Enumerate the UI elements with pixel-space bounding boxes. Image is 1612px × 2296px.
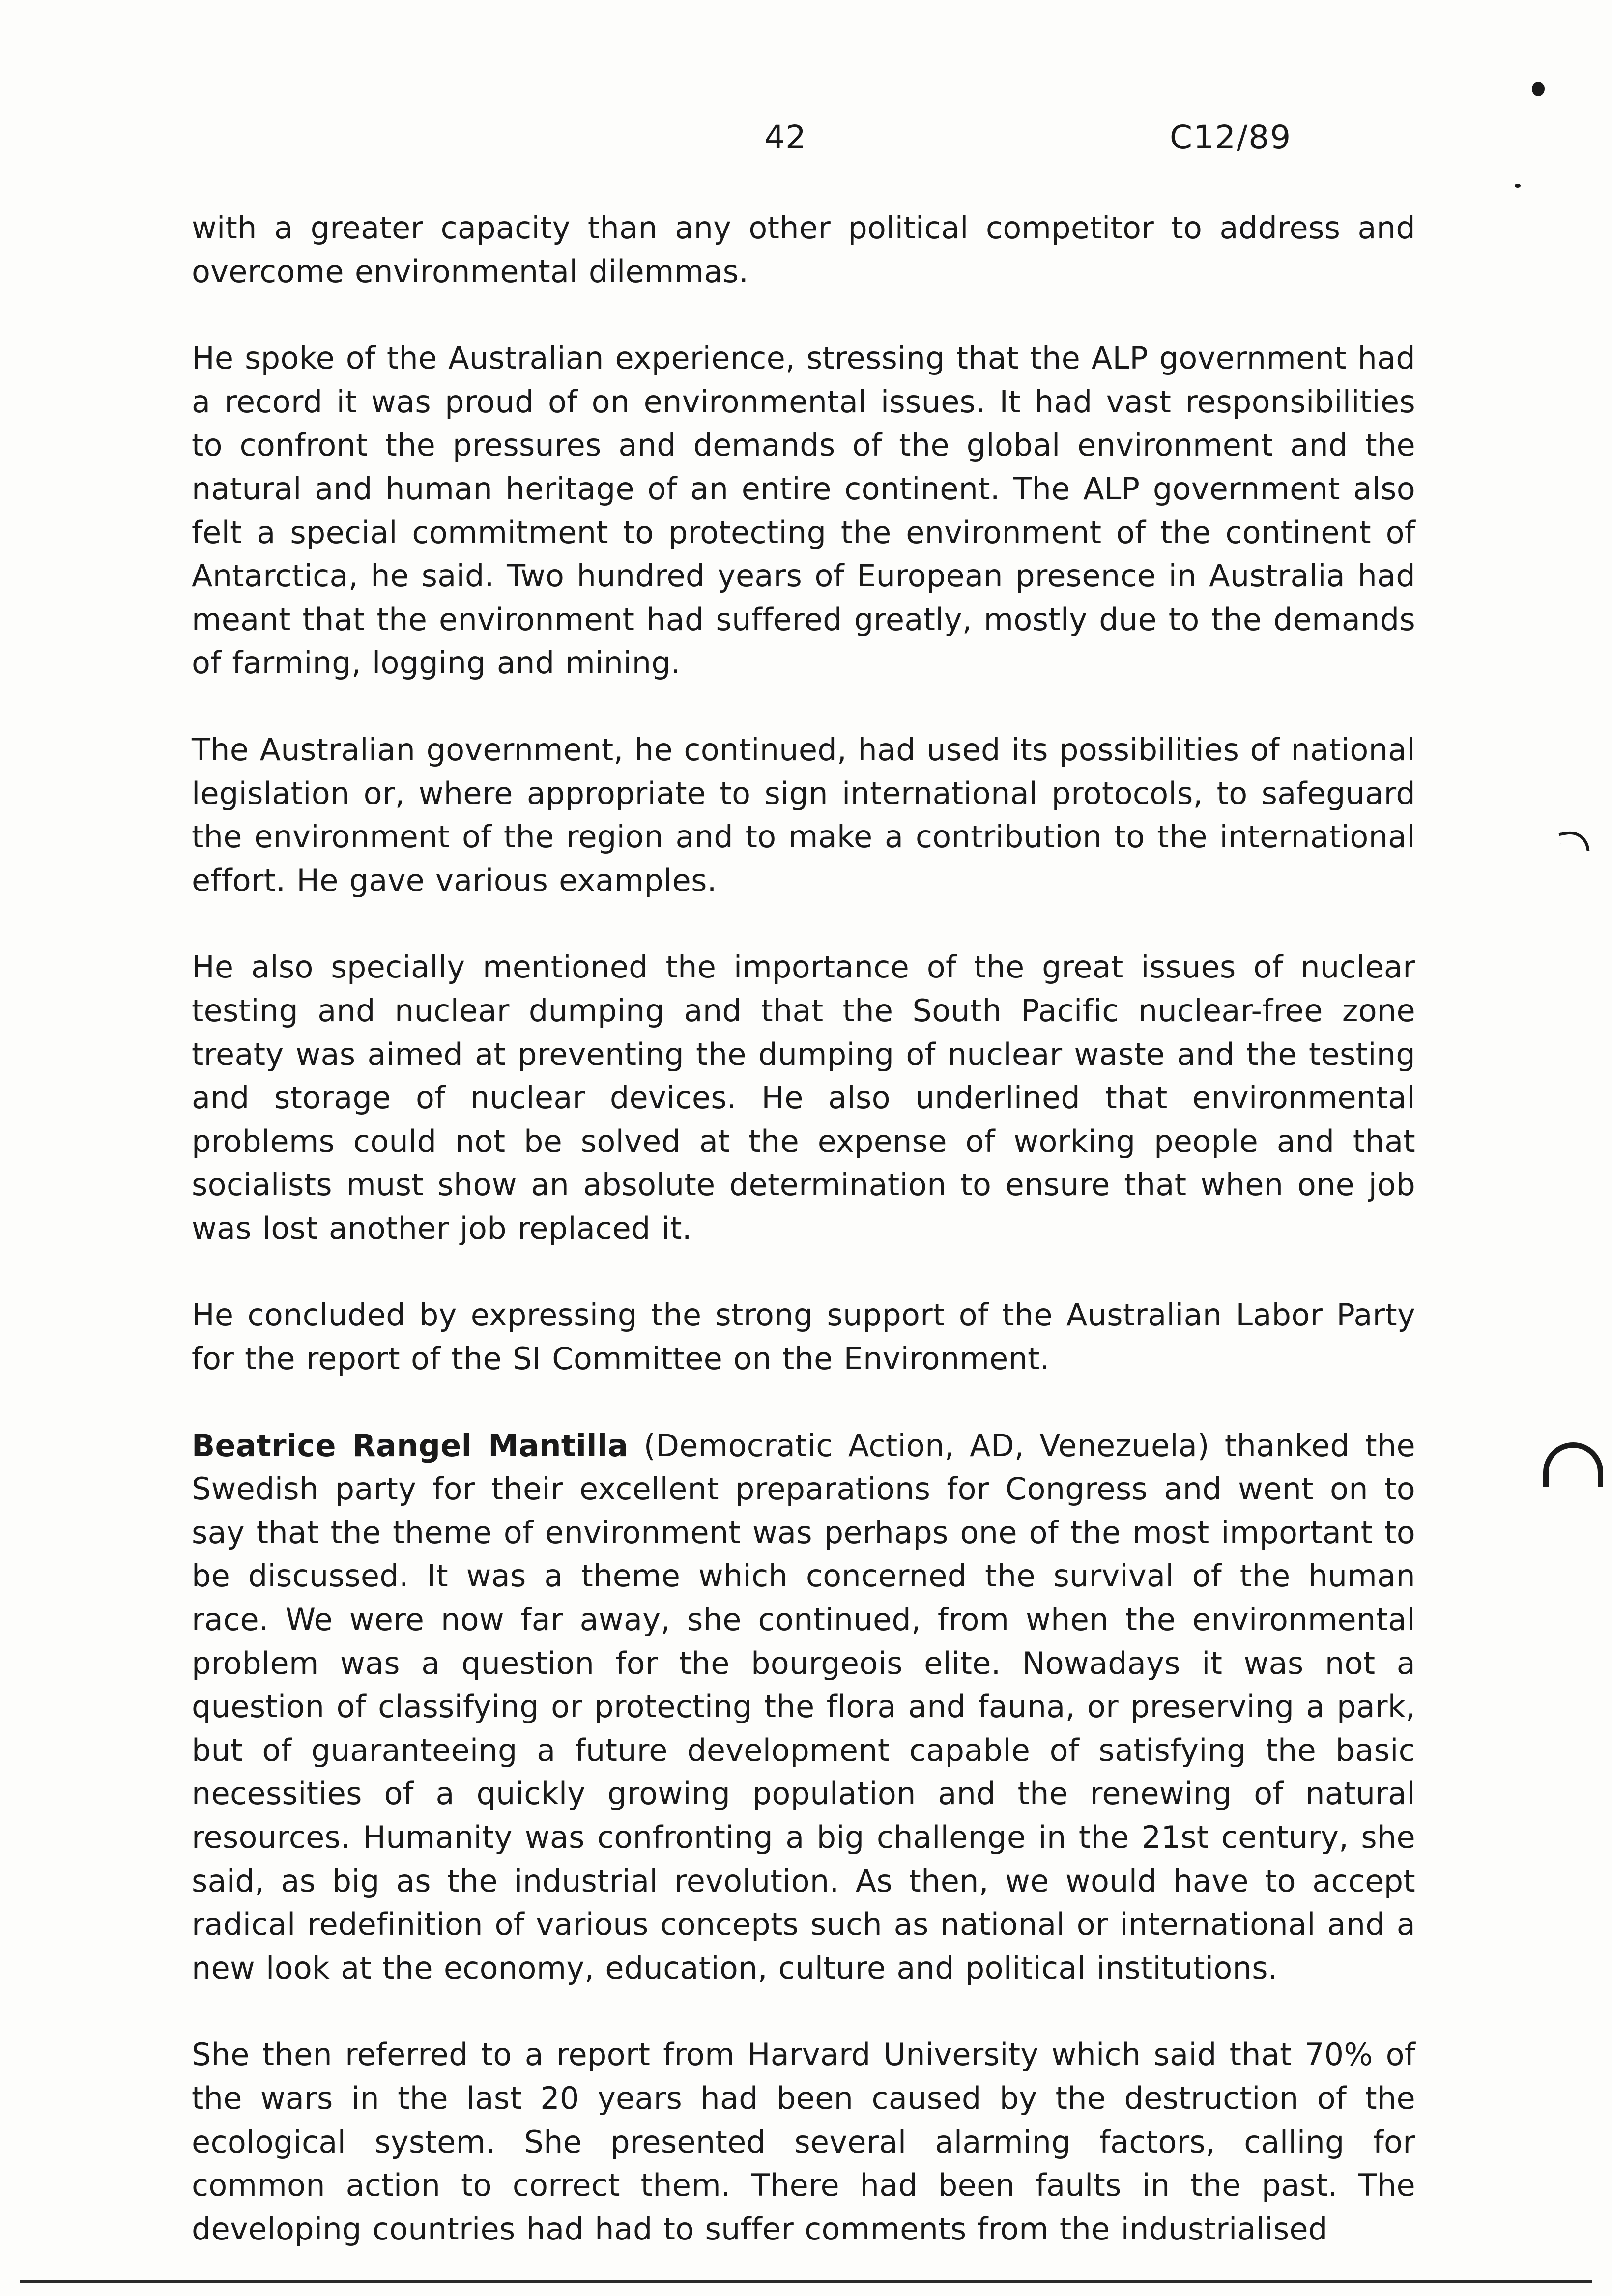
- page-number: 42: [764, 118, 806, 156]
- paragraph: He spoke of the Australian experience, stressing that the ALP government had a record it was proud of on environmental issues. It had vast responsibilities to confront the pressures and demands of the global environment and the natural and human heritage of an entire continent. The ALP government also felt a special commitment to protecting the environment of the continent of Antarctica, he said. Two hundred years of European presence in Australia had meant that the environment had suffered greatly, mostly due to the demands of farming, logging and mining.: [192, 340, 1415, 681]
- speaker-paragraph: [192, 1424, 1415, 1990]
- paragraph: He also specially mentioned the importance of the great issues of nuclear testing and nuclear dumping and that the South Pacific nuclear-free zone treaty was aimed at preventing the dumping of nuclear waste and the testing and storage of nuclear devices. He also underlined that environmental problems could not be solved at the expense of working people and that socialists must show an absolute determination to ensure that when one job was lost another job replaced it.: [192, 949, 1415, 1246]
- paragraph: The Australian government, he continued, had used its possibilities of national legislation or, where appropriate to sign international protocols, to safeguard the environment of the region and to make a contribution to the international effort. He gave various examples.: [192, 731, 1415, 898]
- page-bottom-rule: [20, 2280, 1592, 2283]
- punch-hole-mark: [1532, 82, 1545, 96]
- paragraph: She then referred to a report from Harvard University which said that 70% of the wars in the last 20 years had been caused by the destruction of the ecological system. She presented several alarming factors, calling for common action to correct them. There had been faults in the past. The developing countries had had to suffer comments from the industrialised: [192, 2037, 1415, 2247]
- scan-artifact-mark: [1543, 1442, 1603, 1487]
- document-reference: C12/89: [1170, 118, 1292, 156]
- speaker-name: Beatrice Rangel Mantilla: [192, 1427, 629, 1464]
- scan-artifact-mark: [1558, 828, 1589, 855]
- paragraph: He concluded by expressing the strong support of the Australian Labor Party for the report of the SI Committee on the Environment.: [192, 1297, 1415, 1377]
- paragraph: with a greater capacity than any other political competitor to address and overcome environmental dilemmas.: [192, 210, 1415, 289]
- speck-mark: [1515, 184, 1521, 188]
- speaker-statement: (Democratic Action, AD, Venezuela) thanked the Swedish party for their excellent preparations for Congress and went on to say that the theme of environment was perhaps one of the most important to be discussed. It was a theme which concerned the survival of the human race. We were now far away, she continued, from when the environmental problem was a question for the bourgeois elite. Nowadays it was not a question of classifying or protecting the flora and fauna, or preserving a park, but of guaranteeing a future development capable of satisfying the basic necessities of a quickly growing population and the renewing of natural resources. Humanity was confronting a big challenge in the 21st century, she said, as big as the industrial revolution. As then, we would have to accept radical redefinition of various concepts such as national or international and a new look at the economy, education, culture and political institutions.: [192, 1427, 1415, 1986]
- body-text: [192, 206, 1415, 2251]
